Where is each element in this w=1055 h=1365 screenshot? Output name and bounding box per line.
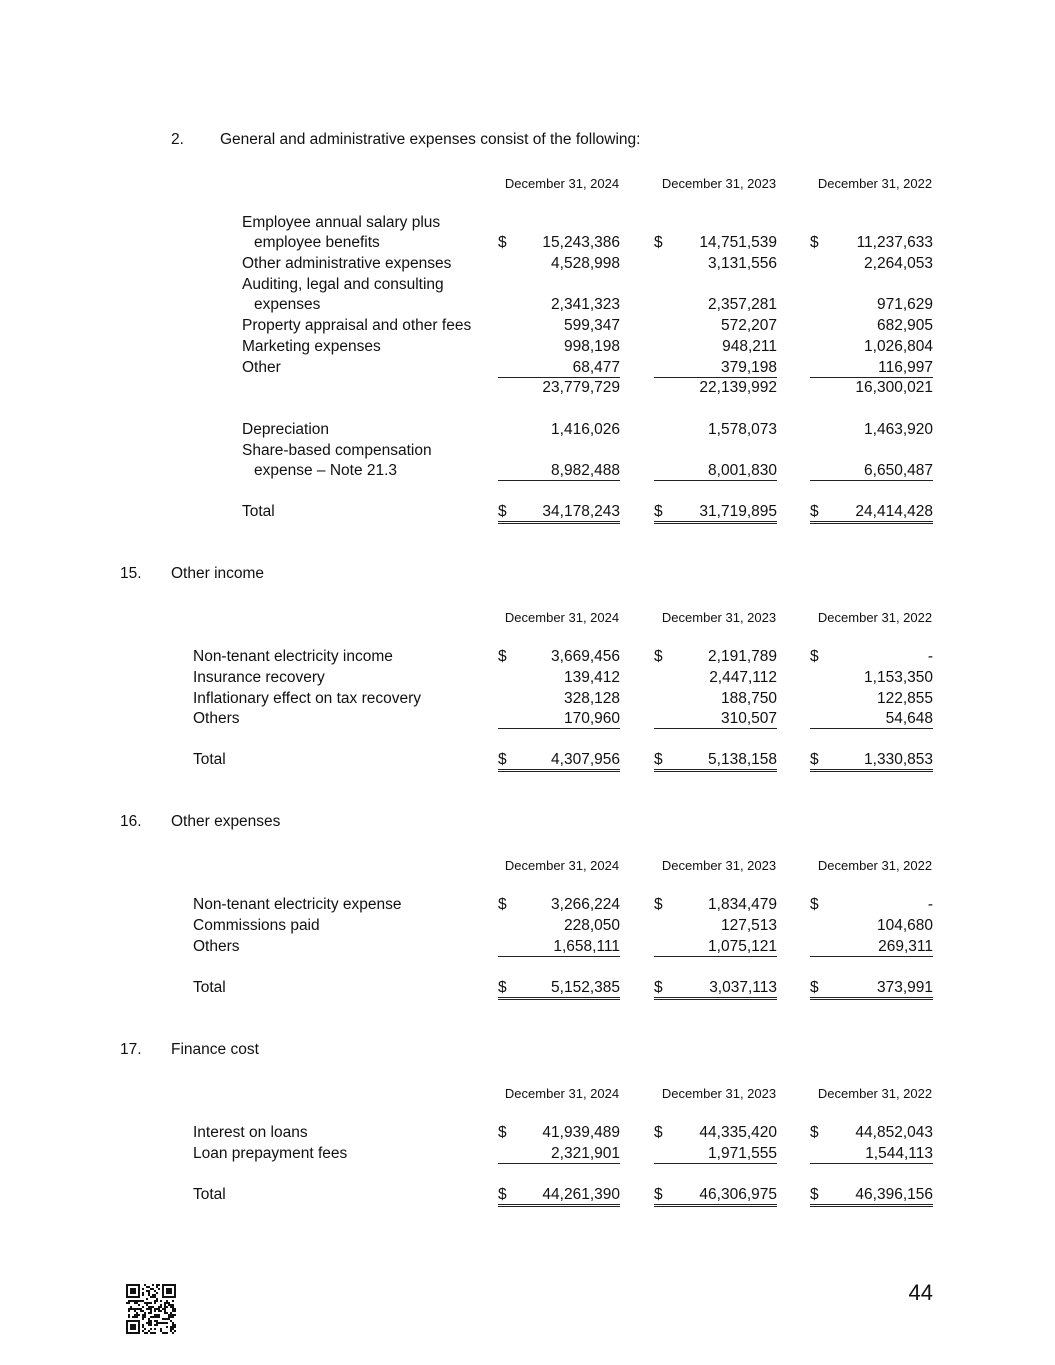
value-cell: 68,477 xyxy=(498,359,620,378)
value-cell: 2,264,053 xyxy=(864,255,933,272)
value-cell: 328,128 xyxy=(563,689,620,707)
total-value: 46,306,975 xyxy=(654,1186,777,1207)
column-header: December 31, 2022 xyxy=(817,1086,933,1101)
value-cell: 188,750 xyxy=(720,689,777,707)
value-cell: 998,198 xyxy=(563,338,620,355)
value-cell: 3,266,224 xyxy=(551,896,620,913)
total-value: 5,152,385 xyxy=(498,979,620,1000)
value-cell: 104,680 xyxy=(876,916,933,934)
row-label: Property appraisal and other fees xyxy=(242,317,472,334)
value-cell: 310,507 xyxy=(654,710,777,729)
column-header: December 31, 2022 xyxy=(817,176,933,191)
total-value: 1,330,853 xyxy=(810,751,933,772)
value-cell: - xyxy=(927,648,933,665)
value-cell: 14,751,539 xyxy=(699,234,777,251)
value-cell: 2,321,901 xyxy=(498,1145,620,1164)
value-cell: 8,982,488 xyxy=(498,462,620,481)
column-header: December 31, 2024 xyxy=(504,858,620,873)
currency-symbol: $ xyxy=(654,751,663,768)
currency-symbol: $ xyxy=(810,503,819,520)
currency-symbol: $ xyxy=(654,234,663,251)
value-cell: 23,779,729 xyxy=(542,379,620,396)
currency-symbol: $ xyxy=(498,896,507,913)
row-label: Commissions paid xyxy=(193,916,320,934)
value-cell: 1,153,350 xyxy=(864,668,933,686)
row-label: expense – Note 21.3 xyxy=(254,462,398,479)
value-cell: 599,347 xyxy=(563,317,620,334)
value-cell: 2,447,112 xyxy=(709,668,777,686)
currency-symbol: $ xyxy=(810,1124,819,1141)
currency-symbol: $ xyxy=(498,503,507,520)
currency-symbol: $ xyxy=(654,648,663,665)
value-cell: 139,412 xyxy=(563,668,620,686)
total-label: Total xyxy=(193,1186,226,1203)
row-label: employee benefits xyxy=(254,234,380,251)
currency-symbol: $ xyxy=(498,234,507,251)
value-cell: 379,198 xyxy=(654,359,777,378)
column-header: December 31, 2023 xyxy=(661,858,777,873)
value-cell: 1,971,555 xyxy=(654,1145,777,1164)
currency-symbol: $ xyxy=(810,1186,819,1203)
currency-symbol: $ xyxy=(810,979,819,996)
section-title: Other expenses xyxy=(171,813,281,830)
row-label: expenses xyxy=(254,296,321,313)
currency-symbol: $ xyxy=(498,1124,507,1141)
row-label: Other xyxy=(242,359,281,376)
value-cell: 44,852,043 xyxy=(855,1124,933,1141)
section-number: 2. xyxy=(171,131,184,148)
value-cell: 127,513 xyxy=(720,916,777,934)
row-label: Interest on loans xyxy=(193,1124,308,1141)
column-header: December 31, 2023 xyxy=(661,1086,777,1101)
value-cell: 948,211 xyxy=(722,338,777,355)
value-cell: 15,243,386 xyxy=(542,234,620,251)
total-value: 46,396,156 xyxy=(810,1186,933,1207)
total-label: Total xyxy=(193,751,226,768)
value-cell: 4,528,998 xyxy=(551,255,620,272)
value-cell: 2,357,281 xyxy=(708,296,777,313)
total-value: 44,261,390 xyxy=(498,1186,620,1207)
value-cell: 1,834,479 xyxy=(708,896,777,913)
section-title: Other income xyxy=(171,565,265,582)
row-label: Inflationary effect on tax recovery xyxy=(193,689,422,707)
currency-symbol: $ xyxy=(654,896,663,913)
value-cell: 122,855 xyxy=(876,689,933,707)
currency-symbol: $ xyxy=(498,1186,507,1203)
currency-symbol: $ xyxy=(498,751,507,768)
total-value: 3,037,113 xyxy=(654,979,777,1000)
currency-symbol: $ xyxy=(654,503,663,520)
value-cell: 116,997 xyxy=(810,359,933,378)
currency-symbol: $ xyxy=(810,648,819,665)
value-cell: 6,650,487 xyxy=(810,462,933,481)
value-cell: 16,300,021 xyxy=(855,379,933,396)
section-title: Finance cost xyxy=(171,1041,259,1058)
value-cell: 3,669,456 xyxy=(551,648,620,665)
value-cell: 2,341,323 xyxy=(551,296,620,313)
section-number: 17. xyxy=(120,1041,142,1058)
row-label: Other administrative expenses xyxy=(242,255,452,272)
currency-symbol: $ xyxy=(810,234,819,251)
value-cell: 11,237,633 xyxy=(856,234,933,251)
row-label: Marketing expenses xyxy=(242,338,381,355)
total-label: Total xyxy=(242,503,275,520)
total-label: Total xyxy=(193,979,226,996)
row-label: Non-tenant electricity expense xyxy=(193,896,402,913)
row-label: Non-tenant electricity income xyxy=(193,648,393,665)
column-header: December 31, 2024 xyxy=(504,1086,620,1101)
row-label: Auditing, legal and consulting xyxy=(242,276,444,293)
value-cell: 572,207 xyxy=(720,317,777,334)
total-value: 4,307,956 xyxy=(498,751,620,772)
value-cell: 22,139,992 xyxy=(699,379,777,396)
qr-code-icon xyxy=(126,1284,176,1334)
value-cell: 1,416,026 xyxy=(551,421,620,438)
total-value: 373,991 xyxy=(810,979,933,1000)
currency-symbol: $ xyxy=(654,979,663,996)
value-cell: 54,648 xyxy=(810,710,933,729)
value-cell: 3,131,556 xyxy=(708,255,777,272)
currency-symbol: $ xyxy=(654,1124,663,1141)
currency-symbol: $ xyxy=(498,648,507,665)
value-cell: 44,335,420 xyxy=(699,1124,777,1141)
total-value: 31,719,895 xyxy=(654,503,777,524)
value-cell: 1,578,073 xyxy=(708,421,777,438)
value-cell: 1,026,804 xyxy=(864,338,933,355)
column-header: December 31, 2023 xyxy=(661,610,777,625)
currency-symbol: $ xyxy=(654,1186,663,1203)
value-cell: 170,960 xyxy=(498,710,620,729)
column-header: December 31, 2024 xyxy=(504,610,620,625)
row-label: Others xyxy=(193,710,240,728)
column-header: December 31, 2024 xyxy=(504,176,620,191)
column-header: December 31, 2022 xyxy=(817,610,933,625)
value-cell: 1,463,920 xyxy=(864,421,933,438)
row-label: Share-based compensation xyxy=(242,442,432,459)
section-title: General and administrative expenses consist of the following: xyxy=(220,131,641,148)
page-number: 44 xyxy=(908,1280,933,1305)
total-value: 24,414,428 xyxy=(810,503,933,524)
value-cell: 8,001,830 xyxy=(654,462,777,481)
row-label: Loan prepayment fees xyxy=(193,1144,348,1162)
column-header: December 31, 2023 xyxy=(661,176,777,191)
value-cell: - xyxy=(927,896,933,913)
total-value: 5,138,158 xyxy=(654,751,777,772)
section-number: 16. xyxy=(120,813,142,830)
value-cell: 971,629 xyxy=(876,296,933,313)
currency-symbol: $ xyxy=(810,896,819,913)
value-cell: 1,544,113 xyxy=(810,1145,933,1164)
value-cell: 1,658,111 xyxy=(498,938,620,957)
currency-symbol: $ xyxy=(498,979,507,996)
section-number: 15. xyxy=(120,565,142,582)
currency-symbol: $ xyxy=(810,751,819,768)
column-header: December 31, 2022 xyxy=(817,858,933,873)
value-cell: 41,939,489 xyxy=(542,1124,620,1141)
row-label: Depreciation xyxy=(242,421,330,438)
row-label: Others xyxy=(193,937,240,955)
value-cell: 228,050 xyxy=(563,916,620,934)
value-cell: 682,905 xyxy=(876,317,933,334)
row-label: Employee annual salary plus xyxy=(242,214,441,231)
value-cell: 1,075,121 xyxy=(654,938,777,957)
value-cell: 269,311 xyxy=(810,938,933,957)
total-value: 34,178,243 xyxy=(498,503,620,524)
row-label: Insurance recovery xyxy=(193,668,325,686)
value-cell: 2,191,789 xyxy=(708,648,777,665)
